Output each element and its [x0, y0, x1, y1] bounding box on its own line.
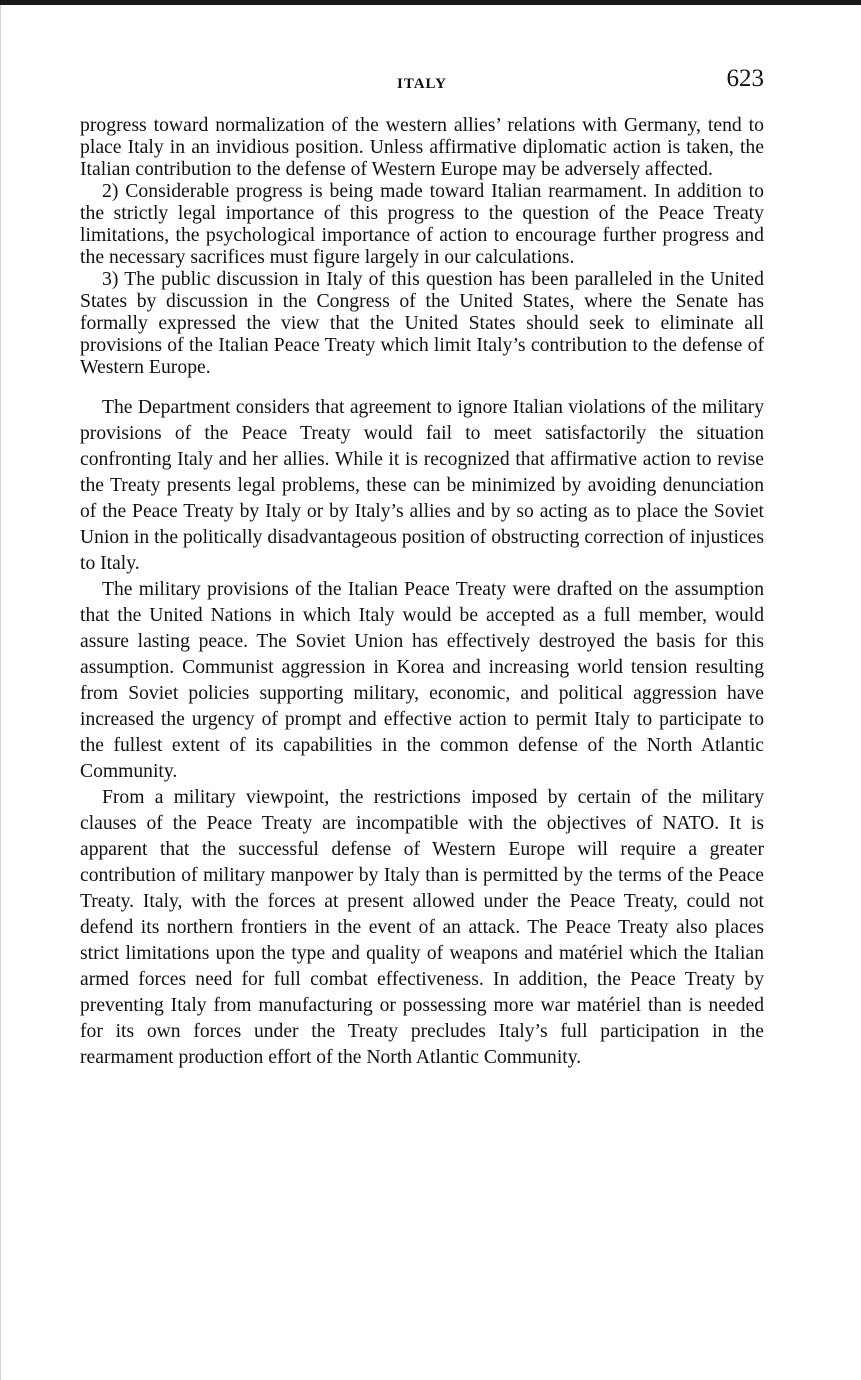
- page-top-edge: [0, 0, 861, 5]
- paragraph-department-position: The Department considers that agreement to ignore Italian violations of the military provisions of the Peace Treaty would fail to meet satisfactorily the situation confronting Italy and her allies. While it is recognized that affirmative action to revise the Treaty presents legal problems, these can be minimized by avoiding denunciation of the Peace Treaty by Italy or by Italy’s allies and by so acting as to place the Soviet Union in the politically disadvantageous position of obstructing correction of injustices to Italy.: [80, 397, 764, 574]
- paragraph-continuation: progress toward normalization of the western allies’ relations with Germany, tend to place Italy in an invidious position. Unless affirmative diplomatic action is taken, the Italian contribution to the defense of Western Europe may be adversely affected.: [80, 114, 764, 180]
- paragraph-point-2: 2) Considerable progress is being made toward Italian rearmament. In addition to the strictly legal importance of this progress to the question of the Peace Treaty limitations, the psychological importance of action to encourage further progress and the necessary sacrifices must figure largely in our calculations.: [80, 180, 764, 268]
- paragraph-military-viewpoint: From a military viewpoint, the restrictions imposed by certain of the military clauses of the Peace Treaty are incompatible with the objectives of NATO. It is apparent that the successful defense of Western Europe will require a greater contribution of military manpower by Italy than is permitted by the terms of the Peace Treaty. Italy, with the forces at present allowed under the Peace Treaty, could not defend its northern frontiers in the event of an attack. The Peace Treaty also places strict limitations upon the type and quality of weapons and matériel which the Italian armed forces need for full combat effectiveness. In addition, the Peace Treaty by preventing Italy from manufacturing or possessing more war matériel than is needed for its own forces under the Treaty precludes Italy’s full participation in the rearmament production effort of the North Atlantic Community.: [80, 787, 764, 1068]
- paragraph-military-provisions: The military provisions of the Italian Peace Treaty were drafted on the assumption that the United Nations in which Italy would be accepted as a full member, would assure lasting peace. The Soviet Union has effectively destroyed the basis for this assumption. Communist aggression in Korea and increasing world tension resulting from Soviet policies supporting military, economic, and political aggression have increased the urgency of prompt and effective action to permit Italy to participate to the fullest extent of its capabilities in the common defense of the North Atlantic Community.: [80, 579, 764, 782]
- quoted-memorandum-block: [80, 114, 764, 378]
- page-left-edge: [0, 5, 1, 1380]
- paragraph-point-3: 3) The public discussion in Italy of this question has been paralleled in the United States by discussion in the Congress of the United States, where the Senate has formally expressed the view that the United States should seek to eliminate all provisions of the Italian Peace Treaty which limit Italy’s contribution to the defense of Western Europe.: [80, 268, 764, 378]
- page-header: [80, 64, 764, 98]
- running-head: ITALY: [396, 76, 448, 92]
- document-body: [80, 114, 764, 1071]
- page-number: 623: [726, 65, 764, 92]
- main-text-block: [80, 395, 764, 1071]
